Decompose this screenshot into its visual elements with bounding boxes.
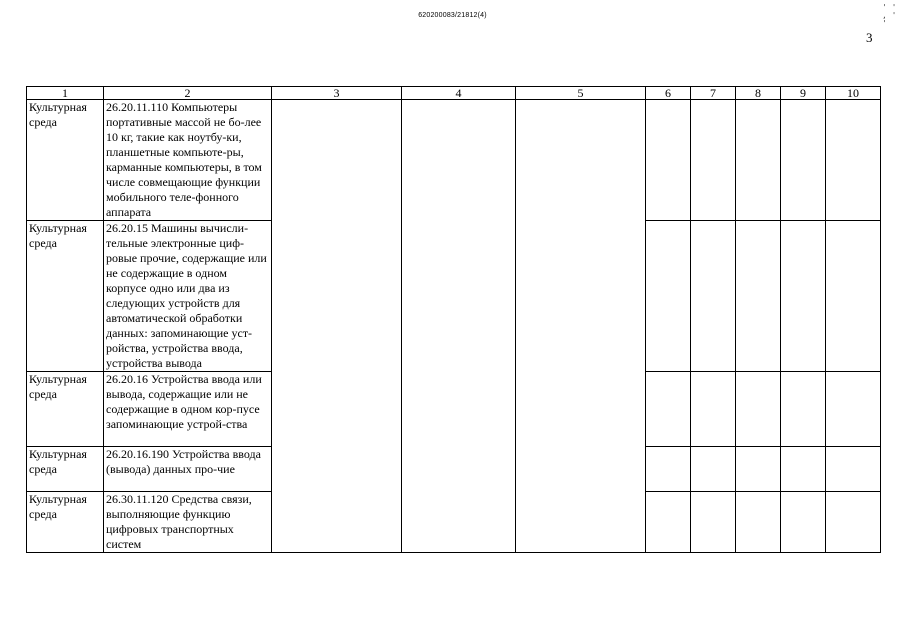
empty-cell xyxy=(646,100,691,221)
empty-cell xyxy=(736,447,781,492)
description-cell: 26.20.11.110 Компьютеры портативные массой не бо-лее 10 кг, такие как ноутбу-ки, планшетные компьюте-ры, карманные компьютеры, в том числе совмещающие функции мобильного теле-фонного аппарата xyxy=(104,100,272,221)
category-cell: Культурная среда xyxy=(27,447,104,492)
column-header: 3 xyxy=(272,87,402,100)
scan-mark-text: ' ' , ' ' xyxy=(882,3,897,28)
empty-cell xyxy=(781,100,826,221)
empty-cell xyxy=(826,492,881,553)
empty-cell xyxy=(781,221,826,372)
empty-cell xyxy=(736,492,781,553)
page-number: 3 xyxy=(866,30,873,45)
col5-merged-cell xyxy=(516,100,646,553)
scan-mark xyxy=(882,4,905,28)
empty-cell xyxy=(826,447,881,492)
category-cell: Культурная среда xyxy=(27,100,104,221)
column-header: 8 xyxy=(736,87,781,100)
category-cell: Культурная среда xyxy=(27,372,104,447)
empty-cell xyxy=(691,492,736,553)
empty-cell xyxy=(736,221,781,372)
empty-cell xyxy=(646,372,691,447)
empty-cell xyxy=(826,221,881,372)
table-container xyxy=(26,86,881,553)
column-header: 7 xyxy=(691,87,736,100)
description-cell: 26.30.11.120 Средства связи, выполняющие функцию цифровых транспортных систем xyxy=(104,492,272,553)
column-header: 9 xyxy=(781,87,826,100)
document-id: 620200083/21812(4) xyxy=(418,12,487,19)
table-row xyxy=(27,100,881,221)
empty-cell xyxy=(826,100,881,221)
empty-cell xyxy=(691,447,736,492)
empty-cell xyxy=(826,372,881,447)
column-header: 1 xyxy=(27,87,104,100)
category-cell: Культурная среда xyxy=(27,492,104,553)
column-header: 2 xyxy=(104,87,272,100)
empty-cell xyxy=(691,221,736,372)
category-cell: Культурная среда xyxy=(27,221,104,372)
empty-cell xyxy=(646,447,691,492)
col4-merged-cell xyxy=(402,100,516,553)
column-header: 6 xyxy=(646,87,691,100)
header-row xyxy=(27,87,881,100)
data-table xyxy=(26,86,881,553)
column-header: 5 xyxy=(516,87,646,100)
empty-cell xyxy=(781,492,826,553)
empty-cell xyxy=(781,447,826,492)
empty-cell xyxy=(691,372,736,447)
col3-merged-cell xyxy=(272,100,402,553)
empty-cell xyxy=(736,372,781,447)
empty-cell xyxy=(781,372,826,447)
empty-cell xyxy=(736,100,781,221)
description-cell: 26.20.16 Устройства ввода или вывода, содержащие или не содержащие в одном кор-пусе запоминающие устрой-ства xyxy=(104,372,272,447)
description-cell: 26.20.16.190 Устройства ввода (вывода) данных про-чие xyxy=(104,447,272,492)
empty-cell xyxy=(646,492,691,553)
column-header: 10 xyxy=(826,87,881,100)
column-header: 4 xyxy=(402,87,516,100)
empty-cell xyxy=(691,100,736,221)
empty-cell xyxy=(646,221,691,372)
description-cell: 26.20.15 Машины вычисли-тельные электронные циф-ровые прочие, содержащие или не содержащие в одном корпусе одно или два из следующих устройств для автоматической обработки данных: запоминающие уст-ройства, устройства ввода, устройства вывода xyxy=(104,221,272,372)
